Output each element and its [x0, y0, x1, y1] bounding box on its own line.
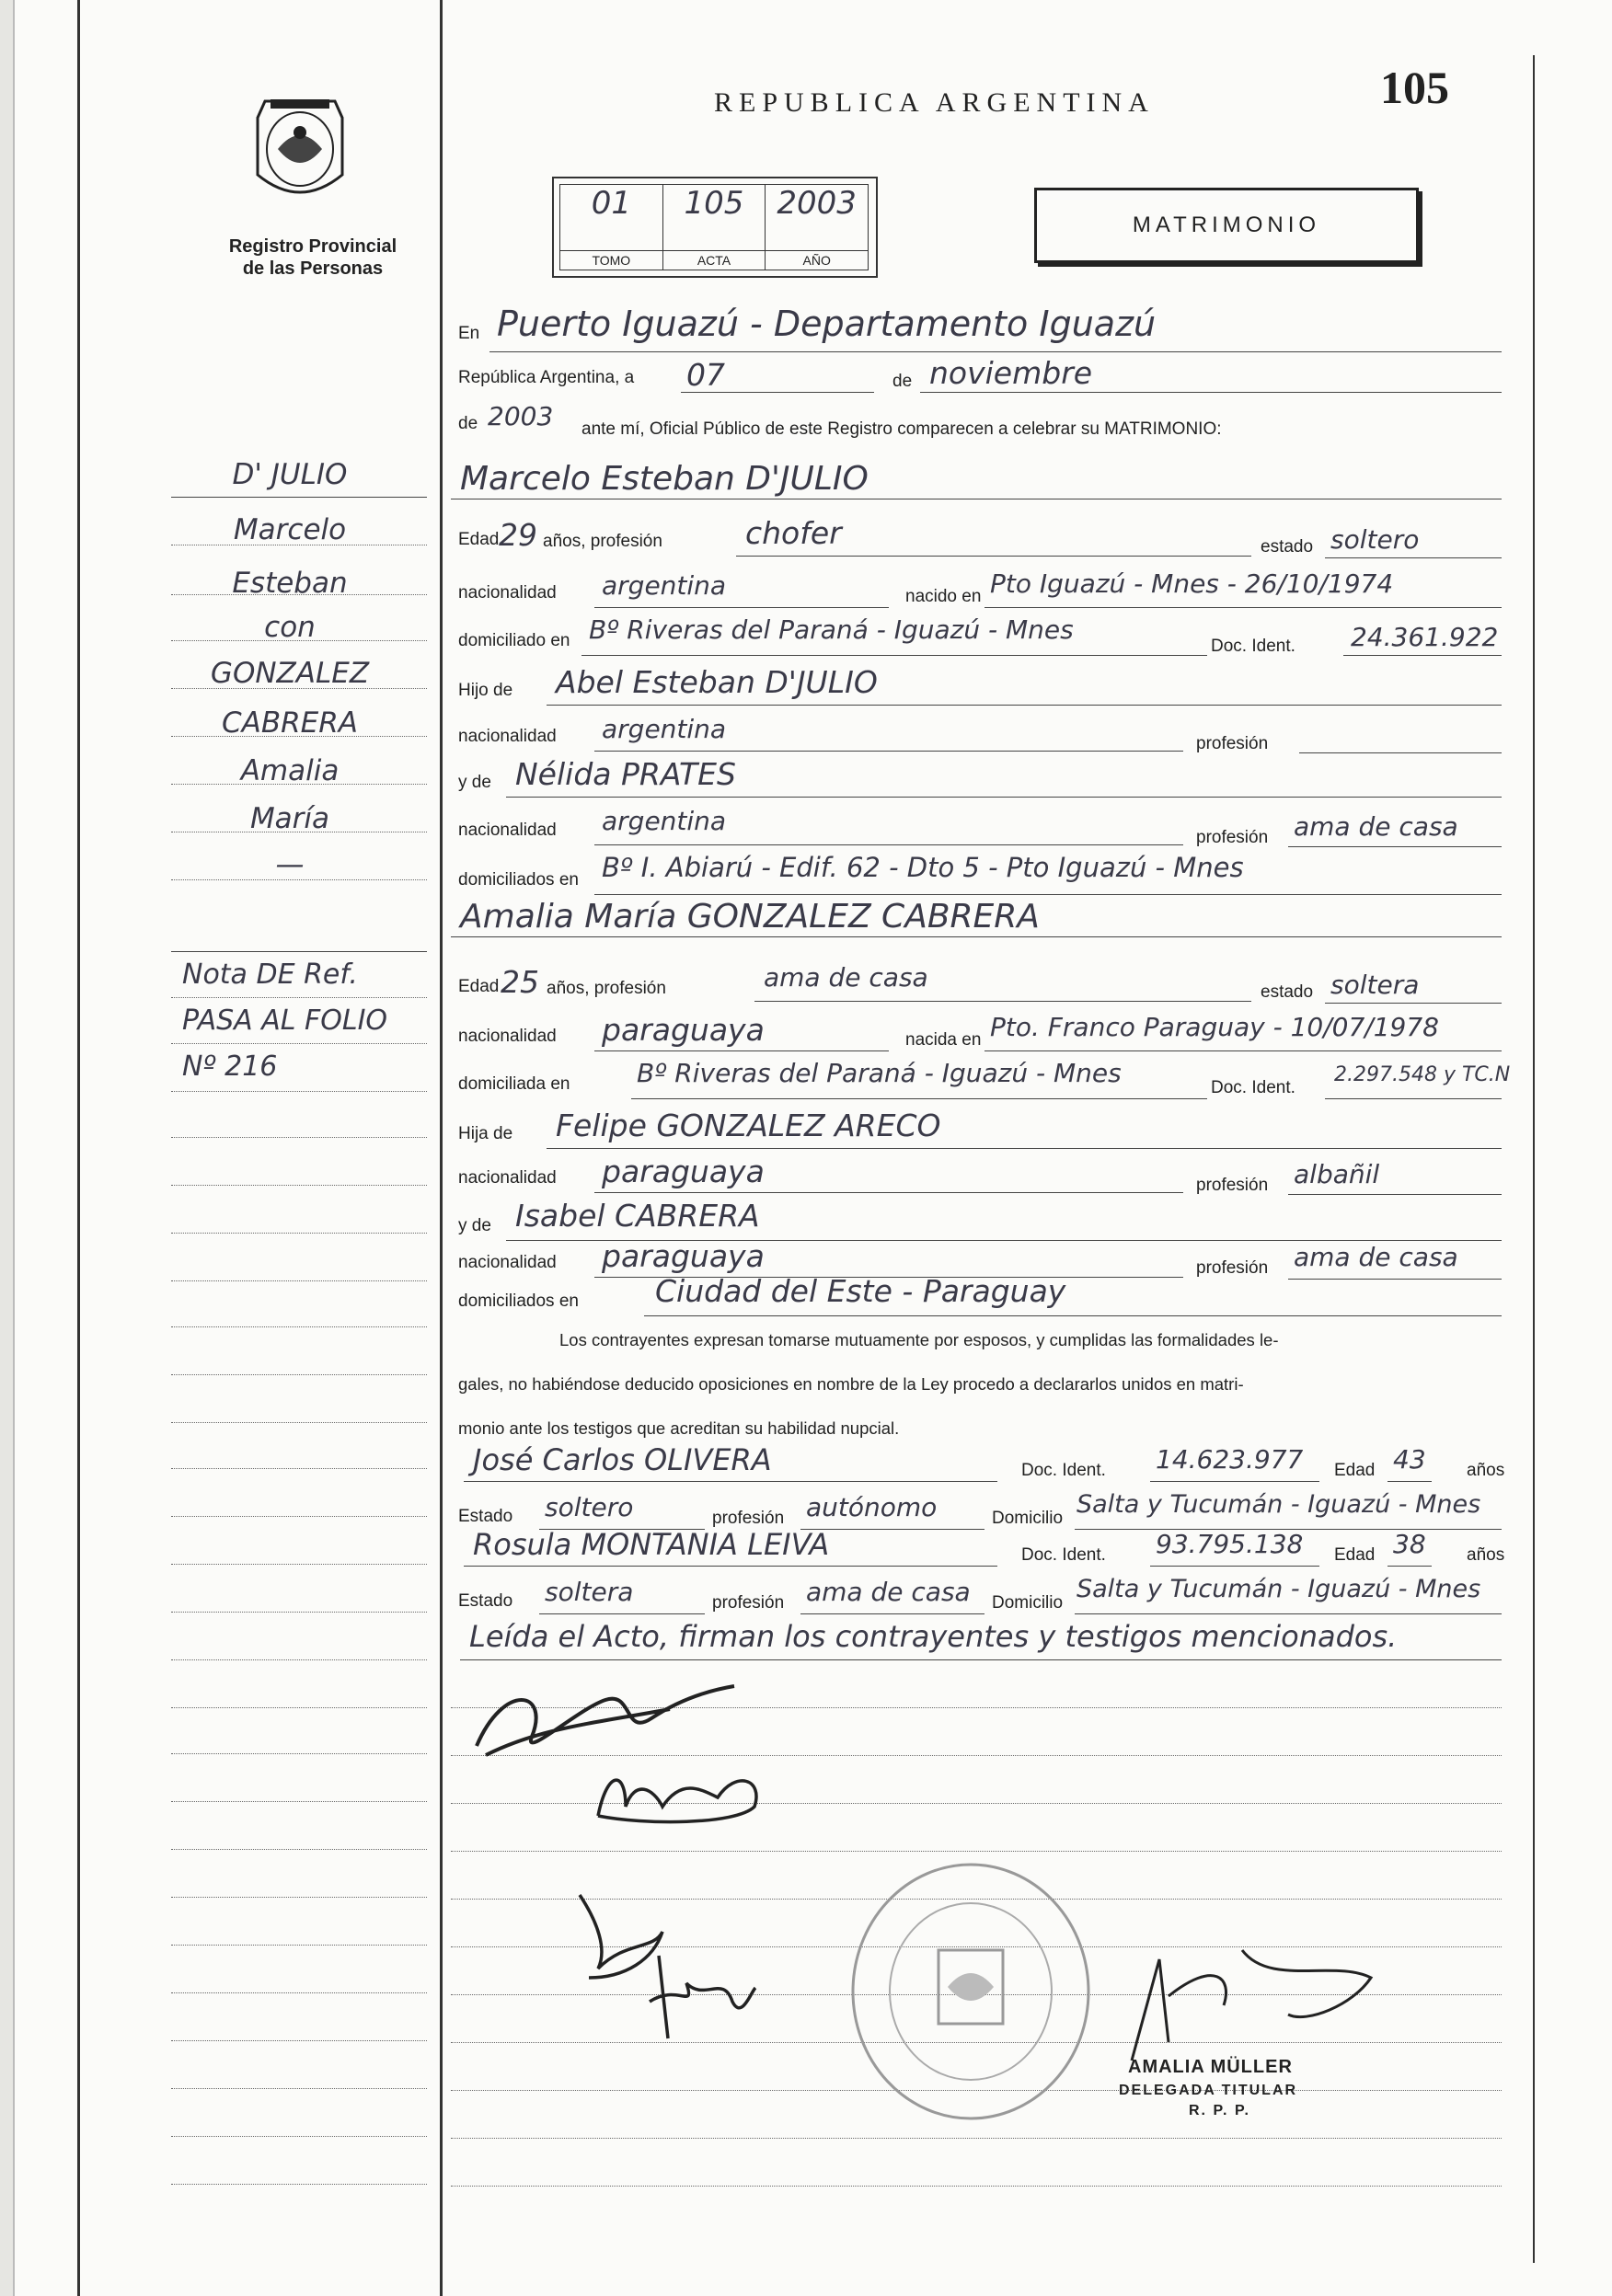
folio-number: 105 [1380, 62, 1449, 113]
declaration-line-2: gales, no habiéndose deducido oposiciones en nombre de la Ley procedo a declararlos unidos en matri- [458, 1374, 1244, 1394]
place-value: Puerto Iguazú - Departamento Iguazú [497, 304, 1157, 344]
day-value: 07 [686, 357, 725, 393]
c2-name: Amalia María GONZALEZ CABRERA [460, 898, 1040, 936]
stamp-office: R. P. P. [1189, 2103, 1250, 2118]
tomo-value: 01 [591, 185, 631, 222]
margin-name4: María [249, 802, 330, 835]
c1-anos-prof-label: años, profesión [543, 532, 662, 551]
c1-name: Marcelo Esteban D'JULIO [460, 460, 869, 498]
t2-edad-label: Edad [1334, 1545, 1376, 1565]
c1-madre-prof-label: profesión [1196, 828, 1269, 847]
c2-madre: Isabel CABRERA [515, 1198, 760, 1234]
c2-padre-prof: albañil [1294, 1159, 1380, 1189]
t2-prof-label: profesión [712, 1593, 785, 1613]
c1-doc: 24.361.922 [1351, 622, 1499, 652]
t2-anos-label: años [1467, 1545, 1505, 1565]
margin-con: con [264, 611, 316, 644]
c1-nacionalidad: argentina [602, 570, 727, 601]
margin-name3: Amalia [240, 754, 340, 787]
c1-estado-label: estado [1261, 537, 1314, 557]
margin-divider [440, 0, 443, 2296]
c2-edad-label: Edad [458, 977, 500, 996]
record-id-box [552, 177, 878, 278]
doc-type-box [1034, 188, 1419, 263]
margin-surname3: CABRERA [222, 706, 358, 740]
c2-doc-label: Doc. Ident. [1211, 1078, 1295, 1097]
t1-profesion: autónomo [806, 1492, 938, 1522]
t1-edad-label: Edad [1334, 1461, 1376, 1480]
stamp-name: AMALIA MÜLLER [1128, 2057, 1293, 2077]
t2-doc-label: Doc. Ident. [1021, 1545, 1106, 1565]
c1-profesion: chofer [745, 515, 842, 551]
c1-nacido: Pto Iguazú - Mnes - 26/10/1974 [990, 568, 1394, 599]
t2-estado-label: Estado [458, 1591, 513, 1611]
c1-dom-label: domiciliado en [458, 631, 570, 650]
c1-madre-nac: argentina [602, 806, 727, 836]
c2-padres-dom: Ciudad del Este - Paraguay [655, 1273, 1066, 1309]
c2-hija-label: Hija de [458, 1124, 513, 1143]
de2-label: de [458, 414, 478, 433]
c2-domicilio: Bº Riveras del Paraná - Iguazú - Mnes [637, 1058, 1122, 1088]
c2-padre-prof-label: profesión [1196, 1176, 1269, 1195]
c2-nacida-label: nacida en [905, 1030, 982, 1050]
republica-label: República Argentina, a [458, 368, 635, 387]
year-value: 2003 [488, 401, 554, 431]
anio-label: AÑO [766, 250, 868, 270]
t1-anos-label: años [1467, 1461, 1505, 1480]
provincial-seal-icon [247, 92, 353, 206]
anio-value: 2003 [777, 185, 857, 222]
doc-type: MATRIMONIO [1132, 212, 1321, 237]
margin-surname: D' JULIO [232, 458, 348, 491]
t1-domicilio: Salta y Tucumán - Iguazú - Mnes [1077, 1490, 1481, 1519]
t1-doc: 14.623.977 [1156, 1444, 1304, 1475]
signature-bride [589, 1761, 773, 1834]
t1-estado: soltero [545, 1492, 634, 1522]
margin-name2: Esteban [232, 567, 348, 600]
c2-madre-prof: ama de casa [1294, 1242, 1458, 1272]
c2-profesion: ama de casa [764, 962, 928, 993]
c2-nacida: Pto. Franco Paraguay - 10/07/1978 [990, 1012, 1439, 1042]
c2-doc: 2.297.548 y TC.N [1334, 1063, 1511, 1086]
acta-value: 105 [684, 185, 744, 222]
c1-madre-prof: ama de casa [1294, 811, 1458, 842]
c2-anos-prof-label: años, profesión [547, 979, 666, 998]
tomo-label: TOMO [560, 250, 662, 270]
c1-nacido-label: nacido en [905, 587, 982, 606]
c2-madre-nac-label: nacionalidad [458, 1253, 557, 1272]
binding-edge [0, 0, 15, 2296]
signature-official [1104, 1941, 1380, 2070]
signature-groom [467, 1672, 743, 1774]
c2-padre-nac-label: nacionalidad [458, 1168, 557, 1188]
de-label: de [892, 372, 913, 391]
c1-padres-dom: Bº I. Abiarú - Edif. 62 - Dto 5 - Pto Iguazú - Mnes [602, 852, 1244, 883]
margin-note-2: PASA AL FOLIO [182, 1004, 388, 1037]
c1-edad: 29 [499, 517, 537, 553]
margin-surname2: GONZALEZ [210, 657, 370, 690]
t2-dom-label: Domicilio [992, 1593, 1064, 1613]
ante-text: ante mí, Oficial Público de este Registro comparecen a celebrar su MATRIMONIO: [581, 419, 1222, 439]
c2-nac-label: nacionalidad [458, 1027, 557, 1046]
c2-dom-label: domiciliada en [458, 1074, 570, 1094]
c1-yde-label: y de [458, 773, 491, 792]
c2-yde-label: y de [458, 1216, 491, 1235]
declaration-line-3: monio ante los testigos que acreditan su habilidad nupcial. [458, 1418, 900, 1438]
c1-padre-prof-label: profesión [1196, 734, 1269, 753]
c1-madre: Nélida PRATES [515, 756, 736, 792]
t1-edad: 43 [1393, 1444, 1426, 1475]
c1-padre-nac: argentina [602, 714, 727, 744]
en-label: En [458, 324, 480, 343]
t2-doc: 93.795.138 [1156, 1529, 1304, 1559]
acta-label: ACTA [663, 250, 766, 270]
c1-domicilio: Bº Riveras del Paraná - Iguazú - Mnes [589, 614, 1074, 645]
c1-nac-label: nacionalidad [458, 583, 557, 603]
month-value: noviembre [929, 355, 1093, 391]
t1-dom-label: Domicilio [992, 1509, 1064, 1528]
country-title: REPUBLICA ARGENTINA [714, 87, 1155, 118]
margin-note-3: Nº 216 [182, 1050, 278, 1083]
c2-padre: Felipe GONZALEZ ARECO [556, 1108, 941, 1143]
c1-doc-label: Doc. Ident. [1211, 637, 1295, 656]
t2-estado: soltera [545, 1577, 634, 1607]
right-border [1533, 55, 1535, 2263]
c2-estado-label: estado [1261, 982, 1314, 1002]
margin-dash: — [275, 848, 305, 881]
closing-line: Leída el Acto, firman los contrayentes y testigos mencionados. [469, 1619, 1398, 1654]
c1-edad-label: Edad [458, 530, 500, 549]
t2-domicilio: Salta y Tucumán - Iguazú - Mnes [1077, 1575, 1481, 1603]
c1-padre-nac-label: nacionalidad [458, 727, 557, 746]
t1-doc-label: Doc. Ident. [1021, 1461, 1106, 1480]
c2-madre-prof-label: profesión [1196, 1258, 1269, 1278]
margin-note-1: Nota DE Ref. [182, 959, 358, 991]
left-border [77, 0, 80, 2296]
margin-name1: Marcelo [233, 513, 347, 546]
c2-edad: 25 [501, 964, 539, 1000]
t2-profesion: ama de casa [806, 1577, 971, 1607]
c2-doms-label: domiciliados en [458, 1292, 579, 1311]
c2-nacionalidad: paraguaya [602, 1012, 765, 1048]
t2-name: Rosula MONTANIA LEIVA [473, 1527, 830, 1562]
signature-witness2 [640, 1946, 760, 2048]
c1-estado: soltero [1330, 524, 1420, 555]
declaration-line-1: Los contrayentes expresan tomarse mutuamente por esposos, y cumplidas las formalidades le- [559, 1330, 1279, 1349]
c2-estado: soltera [1330, 970, 1420, 1000]
t1-name: José Carlos OLIVERA [473, 1442, 772, 1477]
t1-prof-label: profesión [712, 1509, 785, 1528]
c2-madre-nac: paraguaya [602, 1238, 765, 1274]
c2-padre-nac: paraguaya [602, 1154, 765, 1189]
registry-name: Registro Provincial de las Personas [228, 236, 397, 279]
t1-estado-label: Estado [458, 1507, 513, 1526]
c1-hijo-label: Hijo de [458, 681, 513, 700]
c1-madre-nac-label: nacionalidad [458, 821, 557, 840]
stamp-role: DELEGADA TITULAR [1119, 2083, 1298, 2098]
t2-edad: 38 [1393, 1529, 1426, 1559]
c1-doms-label: domiciliados en [458, 870, 579, 890]
c1-padre: Abel Esteban D'JULIO [556, 664, 878, 700]
official-seal-icon [846, 1858, 1095, 2125]
